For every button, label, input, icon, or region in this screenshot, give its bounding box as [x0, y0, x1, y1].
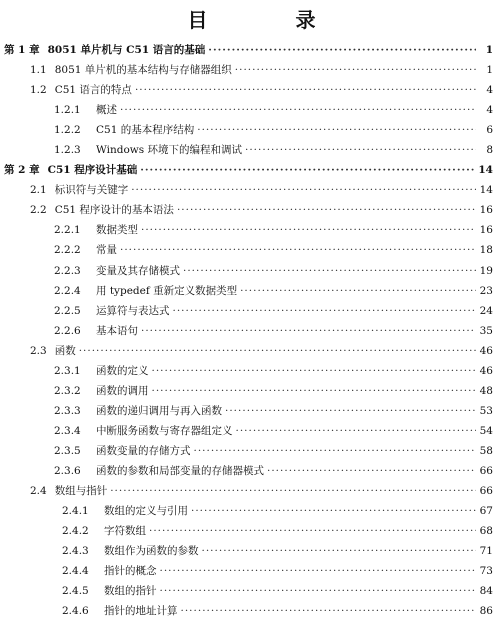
toc-entry-number: 1.2.1: [54, 104, 81, 117]
toc-entry-title: 函数: [54, 344, 76, 357]
toc-page-number: 46: [479, 364, 493, 377]
toc-entry-number: 2.3.6: [54, 464, 81, 477]
toc-dot-leader: [152, 381, 477, 401]
toc-dot-leader: [120, 100, 476, 120]
toc-subsection-entry[interactable]: [0, 240, 503, 260]
toc-subsection-entry[interactable]: [0, 120, 503, 140]
toc-entry-title: 用 typedef 重新定义数据类型: [96, 284, 238, 297]
toc-page-number: 4: [486, 104, 493, 117]
page-title: 目 录: [187, 8, 350, 32]
toc-entry-title: C51 语言的特点: [54, 84, 132, 97]
toc-subsection-entry[interactable]: [0, 561, 503, 581]
toc-dot-leader: [141, 321, 476, 341]
toc-dot-leader: [191, 501, 476, 521]
toc-entry-number: 1.2: [30, 84, 47, 97]
toc-entry-number: 2.3.2: [54, 384, 81, 397]
toc-entry-number: 2.2: [30, 204, 47, 217]
toc-subsection-entry[interactable]: [0, 541, 503, 561]
toc-dot-leader: [245, 140, 476, 160]
toc-page-number: 46: [479, 344, 493, 357]
toc-page-number: 4: [486, 84, 493, 97]
toc-section-entry[interactable]: [0, 60, 503, 80]
toc-dot-leader: [160, 581, 477, 601]
toc-section-entry[interactable]: [0, 341, 503, 361]
toc-entry-title: 函数的递归调用与再入函数: [96, 404, 222, 417]
toc-entry-number: 2.3.5: [54, 444, 81, 457]
toc-entry-number: 第 1 章: [4, 44, 40, 56]
toc-page-number: 18: [479, 244, 493, 257]
toc-subsection-entry[interactable]: [0, 461, 503, 481]
toc-entry-title: 数组的指针: [104, 585, 157, 598]
toc-dot-leader: [236, 421, 477, 441]
toc-entry-title: 数组与指针: [54, 485, 108, 498]
toc-entry-number: 2.3.4: [54, 424, 81, 437]
toc-dot-leader: [131, 180, 476, 200]
toc-entry-title: 常量: [96, 244, 117, 257]
toc-entry-number: 2.4.4: [62, 565, 89, 578]
toc-dot-leader: [149, 521, 476, 541]
toc-dot-leader: [135, 80, 476, 100]
toc-page-number: 35: [479, 324, 493, 337]
toc-subsection-entry[interactable]: [0, 581, 503, 601]
toc-entry-title: Windows 环境下的编程和调试: [96, 144, 242, 157]
toc-entry-number: 2.4.1: [62, 505, 89, 518]
toc-entry-number: 2.4.5: [62, 585, 89, 598]
toc-subsection-entry[interactable]: [0, 100, 503, 120]
toc-entry-number: 2.4: [30, 485, 47, 498]
toc-entry-title: 指针的概念: [104, 565, 157, 578]
toc-dot-leader: [79, 341, 476, 361]
toc-entry-number: 2.2.4: [54, 284, 81, 297]
toc-entry-title: 数组作为函数的参数: [104, 545, 199, 558]
toc-entry-title: C51 的基本程序结构: [96, 124, 195, 137]
toc-subsection-entry[interactable]: [0, 281, 503, 301]
toc-page-number: 24: [479, 304, 493, 317]
toc-dot-leader: [235, 60, 476, 80]
toc-dot-leader: [141, 220, 476, 240]
toc-chapter-entry[interactable]: [0, 40, 503, 60]
toc-dot-leader: [181, 601, 477, 621]
toc-entry-title: 指针的地址计算: [104, 605, 178, 618]
toc-entry-number: 2.2.5: [54, 304, 81, 317]
toc-entry-title: 函数的调用: [96, 384, 149, 397]
toc-dot-leader: [225, 401, 476, 421]
toc-entry-number: 1.2.3: [54, 144, 81, 157]
toc-entry-number: 1.2.2: [54, 124, 81, 137]
toc-dot-leader: [152, 361, 477, 381]
toc-entry-title: 数组的定义与引用: [104, 505, 188, 518]
toc-dot-leader: [173, 301, 477, 321]
toc-subsection-entry[interactable]: [0, 421, 503, 441]
toc-page-number: 19: [479, 264, 493, 277]
toc-entry-title: 标识符与关键字: [54, 184, 129, 197]
toc-page-number: 58: [479, 444, 493, 457]
toc-entry-number: 1.1: [30, 64, 47, 77]
toc-entry-number: 2.3.1: [54, 364, 81, 377]
toc-section-entry[interactable]: [0, 80, 503, 100]
toc-entry-title: 运算符与表达式: [96, 304, 170, 317]
toc-entry-number: 第 2 章: [4, 164, 40, 177]
toc-entry-number: 2.1: [30, 184, 47, 197]
toc-page-number: 1: [485, 44, 493, 56]
toc-page-number: 48: [479, 384, 493, 397]
toc-entry-number: 2.2.6: [54, 324, 81, 337]
toc-dot-leader: [140, 160, 475, 180]
toc-entry-title: 8051 单片机的基本结构与存储器组织: [54, 64, 232, 77]
toc-entry-title: 8051 单片机与 C51 语言的基础: [47, 44, 206, 56]
toc-page-number: 53: [479, 404, 493, 417]
toc-page-number: 14: [478, 164, 493, 177]
toc-subsection-entry[interactable]: [0, 501, 503, 521]
toc-page-number: 66: [479, 464, 493, 477]
toc-entry-number: 2.4.6: [62, 605, 89, 618]
toc-subsection-entry[interactable]: [0, 381, 503, 401]
toc-dot-leader: [120, 240, 476, 260]
toc-section-entry[interactable]: [0, 180, 503, 200]
toc-dot-leader: [240, 281, 476, 301]
toc-dot-leader: [267, 461, 476, 481]
toc-subsection-entry[interactable]: [0, 441, 503, 461]
toc-entry-title: 函数变量的存储方式: [96, 444, 191, 457]
toc-entry-title: 变量及其存储模式: [96, 264, 180, 277]
toc-entry-title: 函数的参数和局部变量的存储器模式: [96, 464, 264, 477]
toc-dot-leader: [194, 441, 477, 461]
toc-page-number: 6: [486, 124, 493, 137]
toc-subsection-entry[interactable]: [0, 261, 503, 281]
toc-entry-title: C51 程序设计的基本语法: [54, 204, 174, 217]
toc-entry-title: 中断服务函数与寄存器组定义: [96, 424, 233, 437]
toc-page-number: 16: [479, 224, 493, 237]
toc-subsection-entry[interactable]: [0, 140, 503, 160]
toc-page-number: 1: [486, 64, 493, 77]
toc-page-number: 67: [479, 505, 493, 518]
toc-page-number: 14: [479, 184, 493, 197]
toc-page-number: 54: [479, 424, 493, 437]
table-of-contents: [0, 40, 503, 621]
toc-subsection-entry[interactable]: [0, 601, 503, 621]
toc-page-number: 66: [479, 485, 493, 498]
toc-dot-leader: [183, 261, 476, 281]
toc-entry-title: 基本语句: [96, 324, 138, 337]
toc-entry-number: 2.3.3: [54, 404, 81, 417]
toc-dot-leader: [160, 561, 477, 581]
toc-dot-leader: [208, 40, 476, 60]
toc-dot-leader: [202, 541, 477, 561]
toc-entry-title: 概述: [96, 104, 117, 117]
toc-dot-leader: [110, 481, 476, 501]
toc-subsection-entry[interactable]: [0, 301, 503, 321]
toc-entry-title: 数据类型: [96, 224, 138, 237]
toc-entry-title: 字符数组: [104, 525, 146, 538]
toc-page-number: 84: [479, 585, 493, 598]
toc-page-number: 68: [479, 525, 493, 538]
toc-subsection-entry[interactable]: [0, 321, 503, 341]
toc-dot-leader: [177, 200, 476, 220]
toc-entry-title: 函数的定义: [96, 364, 149, 377]
toc-page-number: 16: [479, 204, 493, 217]
toc-entry-number: 2.3: [30, 344, 47, 357]
toc-subsection-entry[interactable]: [0, 401, 503, 421]
toc-entry-number: 2.2.3: [54, 264, 81, 277]
toc-subsection-entry[interactable]: [0, 220, 503, 240]
toc-entry-number: 2.2.2: [54, 244, 81, 257]
toc-page-number: 23: [479, 284, 493, 297]
toc-entry-number: 2.2.1: [54, 224, 81, 237]
toc-entry-title: C51 程序设计基础: [47, 164, 138, 177]
toc-section-entry[interactable]: [0, 481, 503, 501]
toc-section-entry[interactable]: [0, 200, 503, 220]
toc-entry-number: 2.4.2: [62, 525, 89, 538]
toc-chapter-entry[interactable]: [0, 160, 503, 180]
toc-page-number: 71: [479, 545, 493, 558]
toc-page-number: 73: [479, 565, 493, 578]
toc-subsection-entry[interactable]: [0, 521, 503, 541]
toc-page-number: 86: [479, 605, 493, 618]
toc-dot-leader: [197, 120, 476, 140]
toc-entry-number: 2.4.3: [62, 545, 89, 558]
toc-page-number: 8: [486, 144, 493, 157]
toc-subsection-entry[interactable]: [0, 361, 503, 381]
